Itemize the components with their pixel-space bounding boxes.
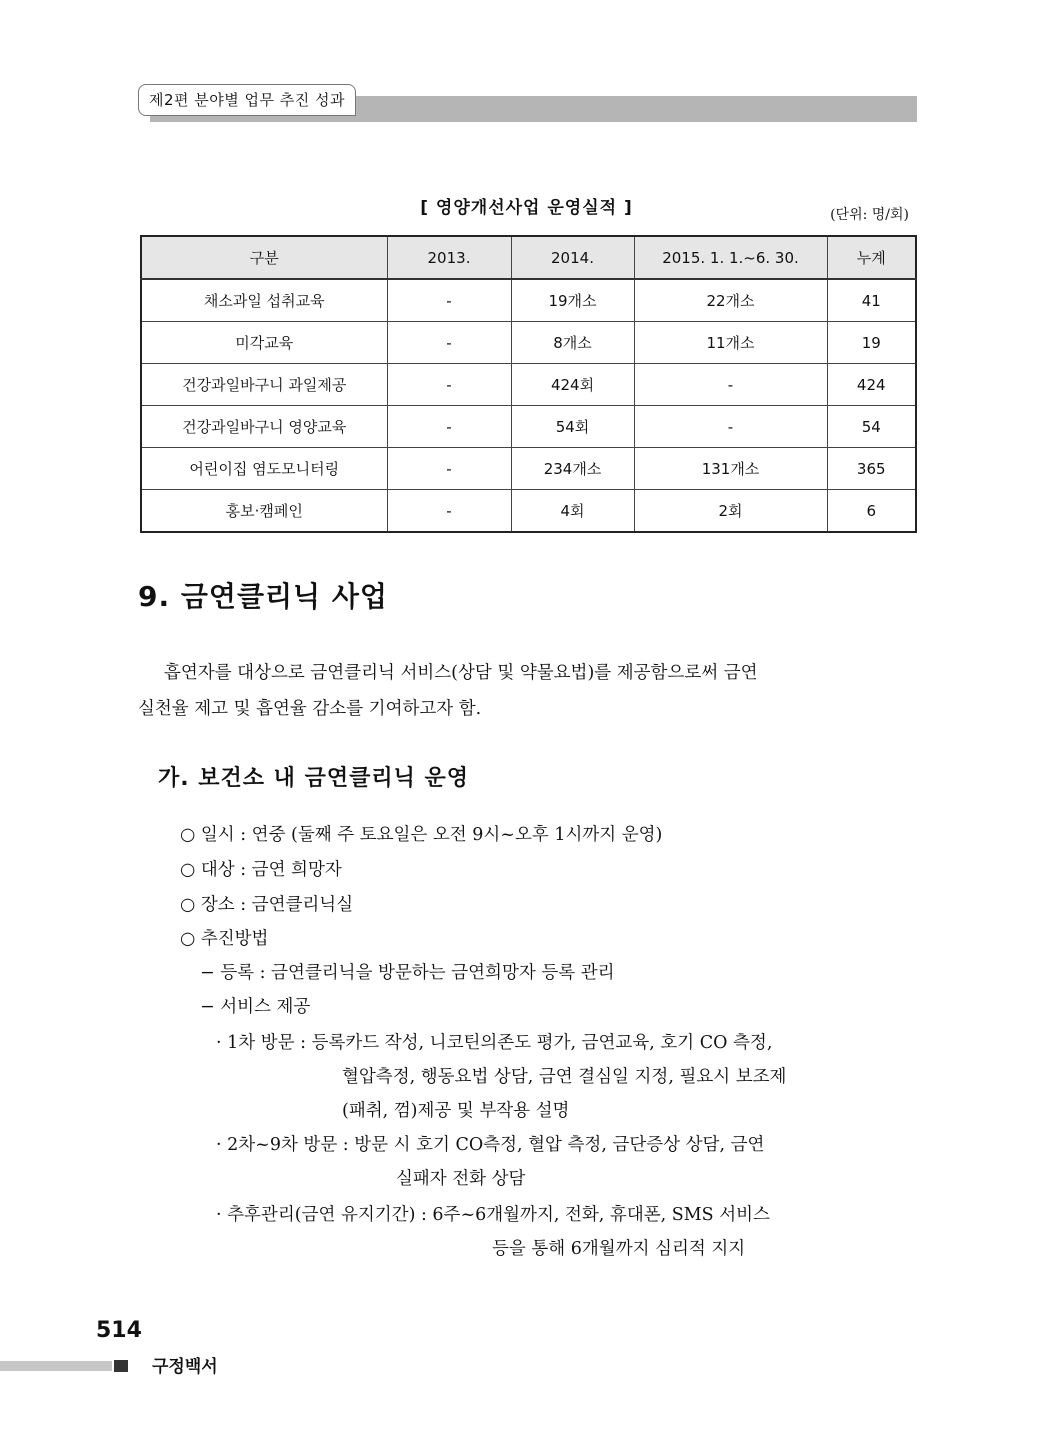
table-row	[141, 448, 916, 490]
table-cell: -	[634, 364, 827, 406]
table-cell: 54	[827, 406, 916, 448]
bullet-method: ○ 추진방법	[180, 929, 269, 949]
section-intro	[138, 655, 918, 727]
table-cell: 어린이집 염도모니터링	[141, 448, 387, 490]
first-visit-continuation: 혈압측정, 행동요법 상담, 금연 결심일 지정, 필요시 보조제	[342, 1067, 787, 1087]
footer-square-mark	[114, 1360, 128, 1372]
first-visit-continuation: (패취, 껌)제공 및 부작용 설명	[342, 1101, 570, 1121]
table-cell: 19	[827, 322, 916, 364]
table-cell: 홍보·캠페인	[141, 490, 387, 533]
table-cell: 54회	[511, 406, 634, 448]
table-row	[141, 364, 916, 406]
table-cell: -	[387, 448, 511, 490]
table-cell: -	[387, 279, 511, 322]
table-cell: -	[387, 406, 511, 448]
table-cell: 2회	[634, 490, 827, 533]
table-cell: -	[387, 322, 511, 364]
bullet-schedule: ○ 일시 : 연중 (둘째 주 토요일은 오전 9시~오후 1시까지 운영)	[180, 825, 663, 845]
column-header: 누계	[827, 236, 916, 279]
table-row	[141, 490, 916, 533]
bullet-target: ○ 대상 : 금연 희망자	[180, 860, 342, 880]
table-cell: 131개소	[634, 448, 827, 490]
first-visit-line: · 1차 방문 : 등록카드 작성, 니코틴의존도 평가, 금연교육, 호기 CO 측정,	[216, 1033, 773, 1053]
column-header: 구분	[141, 236, 387, 279]
section-title: 9. 금연클리닉 사업	[138, 580, 388, 613]
table-cell: 6	[827, 490, 916, 533]
table-row	[141, 279, 916, 322]
page-number: 514	[96, 1318, 142, 1343]
table-cell: 22개소	[634, 279, 827, 322]
second-visit-continuation: 실패자 전화 상담	[396, 1169, 526, 1189]
chapter-header-tab: 제2편 분야별 업무 추진 성과	[138, 84, 356, 116]
table-cell: 11개소	[634, 322, 827, 364]
table-cell: 424회	[511, 364, 634, 406]
bullet-location: ○ 장소 : 금연클리닉실	[180, 895, 354, 915]
column-header: 2013.	[387, 236, 511, 279]
second-visit-line: · 2차~9차 방문 : 방문 시 호기 CO측정, 혈압 측정, 금단증상 상담, 금연	[216, 1135, 765, 1155]
followup-line: · 추후관리(금연 유지기간) : 6주~6개월까지, 전화, 휴대폰, SMS 서비스	[216, 1205, 770, 1225]
intro-line: 흡연자를 대상으로 금연클리닉 서비스(상담 및 약물요법)를 제공함으로써 금연	[164, 663, 758, 683]
dash-service: − 서비스 제공	[200, 997, 311, 1017]
table-cell: 미각교육	[141, 322, 387, 364]
column-header: 2015. 1. 1.~6. 30.	[634, 236, 827, 279]
subsection-title: 가. 보건소 내 금연클리닉 운영	[158, 766, 470, 791]
table-cell: 건강과일바구니 영양교육	[141, 406, 387, 448]
footer-bar	[0, 1361, 112, 1371]
table-cell: -	[387, 490, 511, 533]
table-cell: 8개소	[511, 322, 634, 364]
intro-line: 실천율 제고 및 흡연율 감소를 기여하고자 함.	[138, 699, 482, 719]
table-header-row	[141, 236, 916, 279]
column-header: 2014.	[511, 236, 634, 279]
nutrition-performance-table	[140, 235, 917, 533]
followup-continuation: 등을 통해 6개월까지 심리적 지지	[492, 1239, 746, 1259]
table-cell: 건강과일바구니 과일제공	[141, 364, 387, 406]
table-cell: 채소과일 섭취교육	[141, 279, 387, 322]
table-cell: 4회	[511, 490, 634, 533]
table-cell: -	[387, 364, 511, 406]
dash-registration: − 등록 : 금연클리닉을 방문하는 금연희망자 등록 관리	[200, 963, 615, 983]
table-cell: -	[634, 406, 827, 448]
table-cell: 41	[827, 279, 916, 322]
table-cell: 424	[827, 364, 916, 406]
footer-book-title: 구정백서	[152, 1357, 218, 1377]
table-cell: 365	[827, 448, 916, 490]
table-row	[141, 322, 916, 364]
table-cell: 19개소	[511, 279, 634, 322]
table-unit: (단위: 명/회)	[830, 207, 909, 223]
table-row	[141, 406, 916, 448]
table-title: [ 영양개선사업 운영실적 ]	[420, 198, 633, 218]
table-cell: 234개소	[511, 448, 634, 490]
